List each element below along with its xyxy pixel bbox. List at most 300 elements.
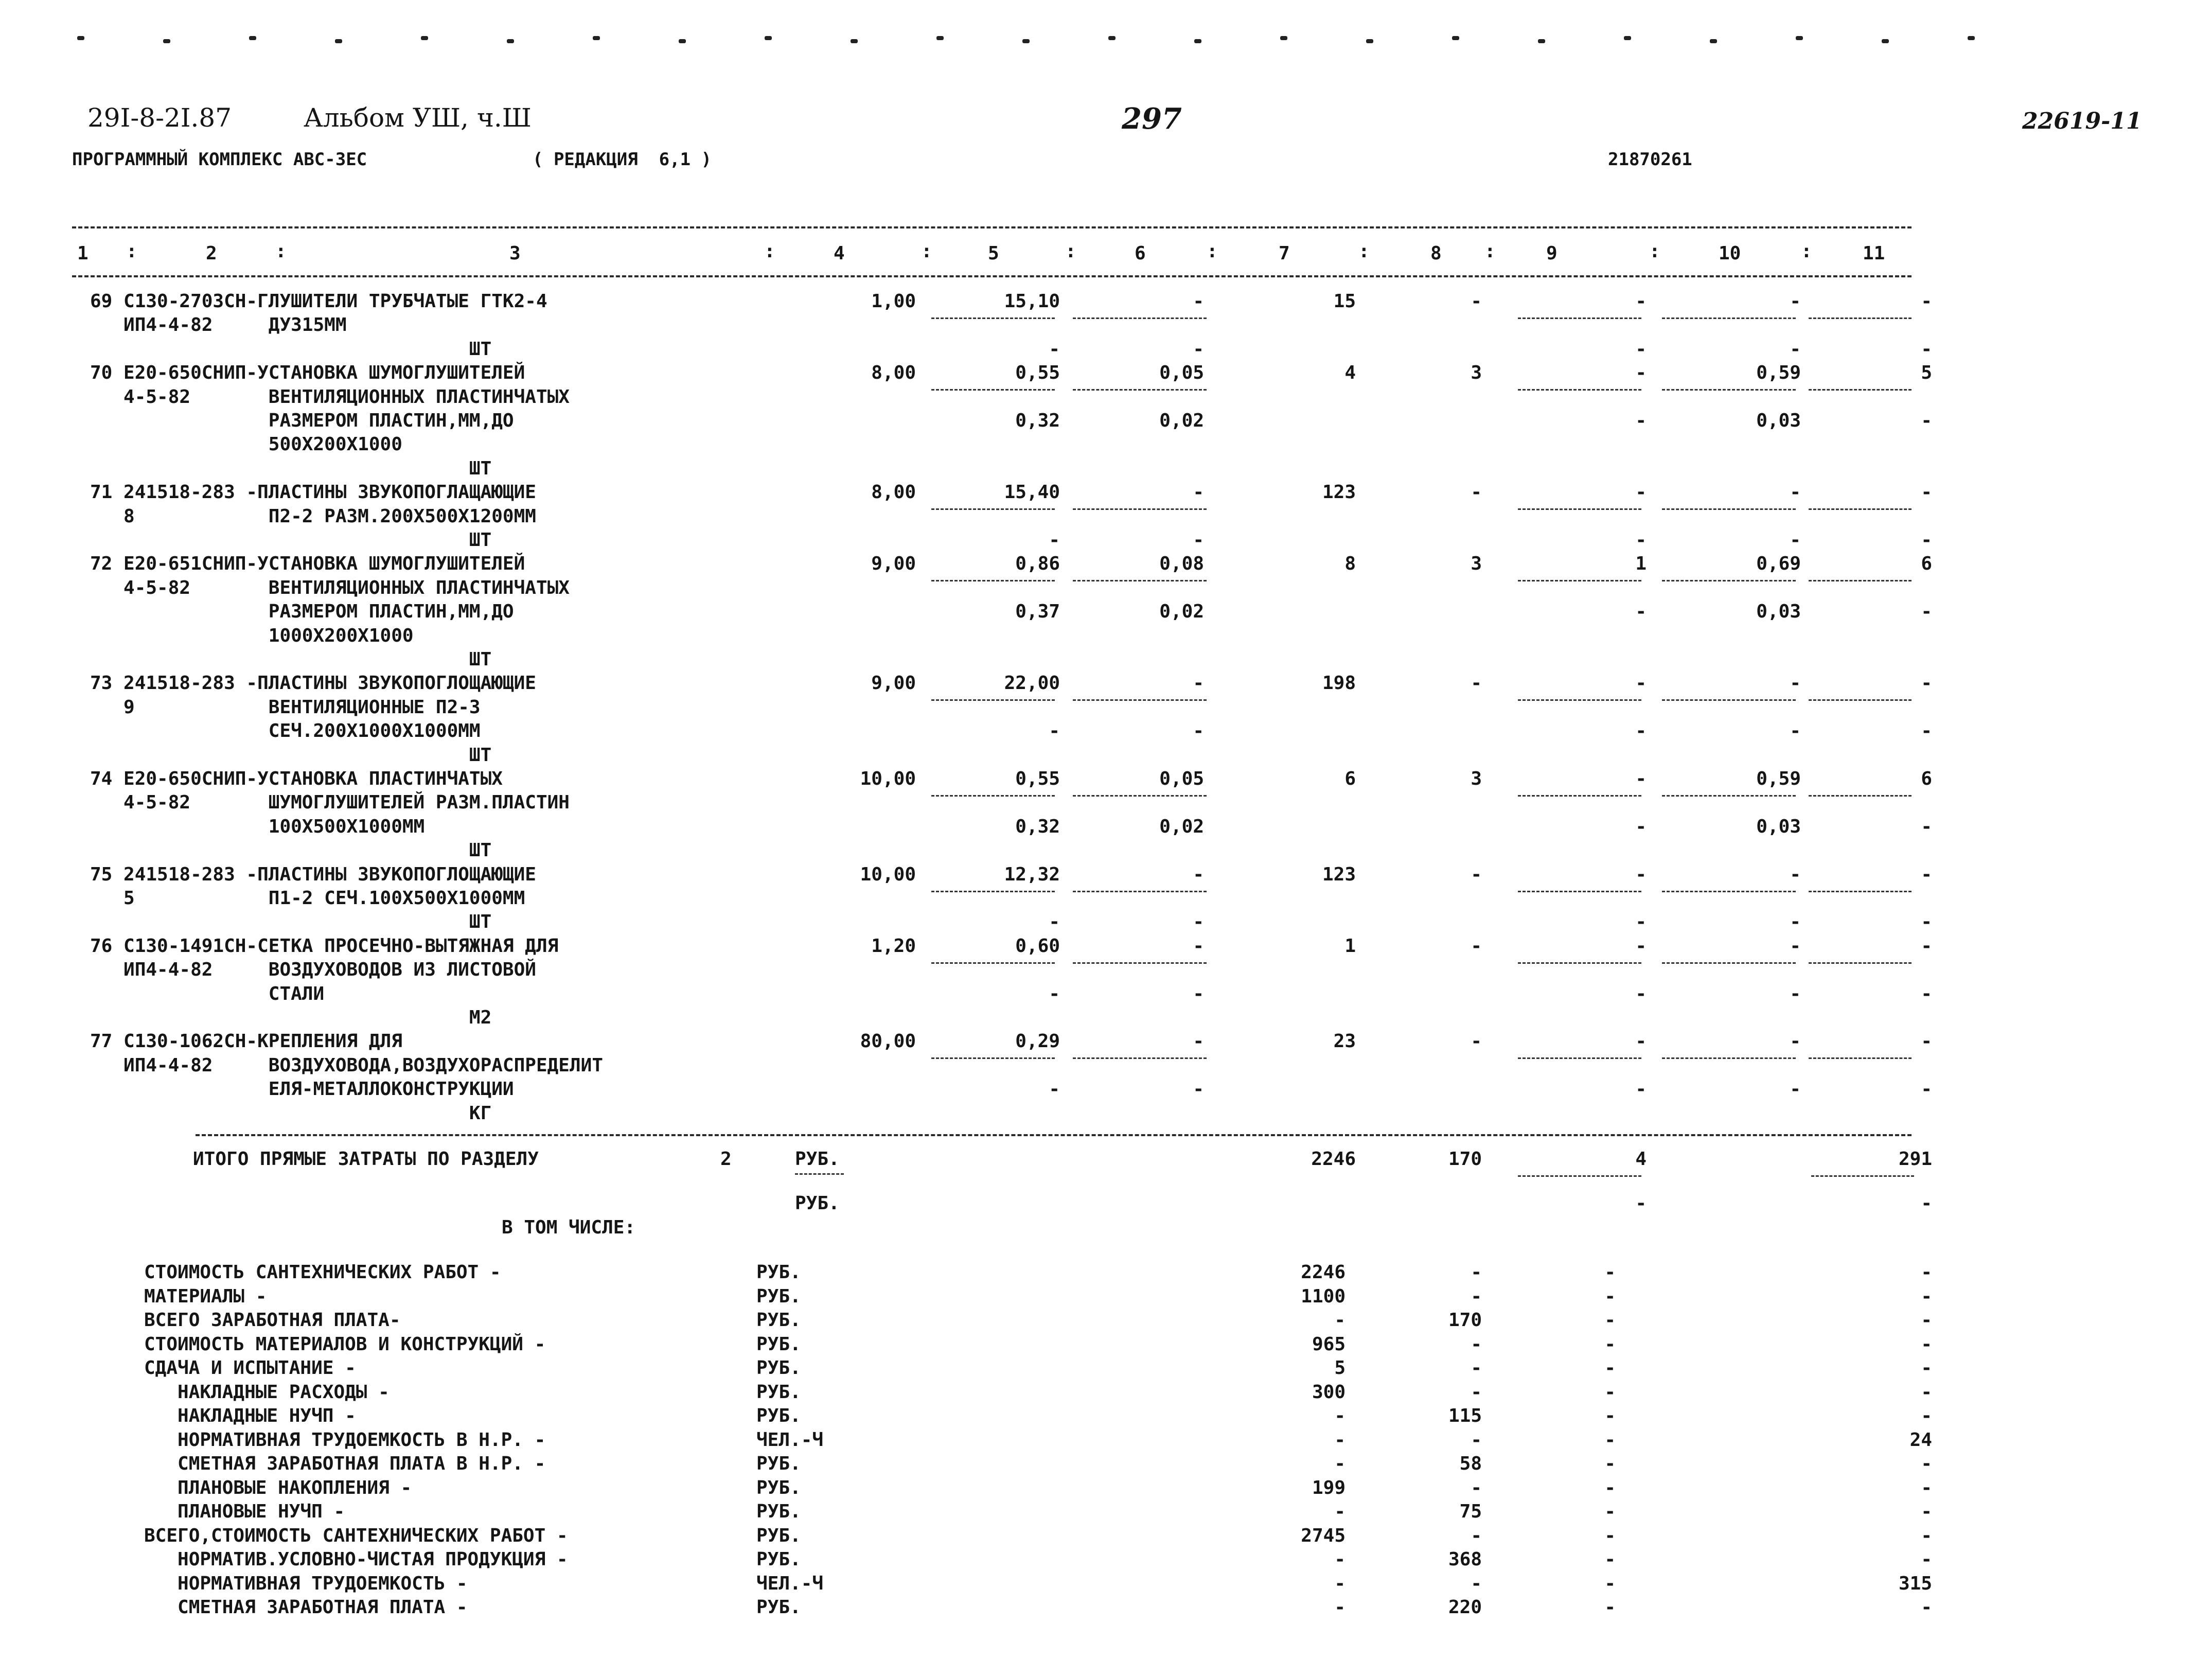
summary-unit: ЧЕЛ.-Ч: [756, 1573, 824, 1594]
summary-col7: -: [1334, 1501, 1346, 1522]
row-description: ШТ: [90, 529, 492, 551]
cell-c4: 80,00: [860, 1031, 916, 1052]
cell-underline: [1073, 580, 1207, 581]
summary-unit: РУБ.: [756, 1333, 801, 1355]
cell-underline: [1518, 389, 1641, 391]
column-number: 11: [1863, 243, 1885, 264]
row-description: 70 Е20-650СНИП-УСТАНОВКА ШУМОГЛУШИТЕЛЕЙ: [90, 362, 525, 384]
perforation-dot: [1022, 39, 1030, 43]
cell-underline: [931, 962, 1055, 964]
cell-c9: -: [1635, 935, 1647, 957]
cell-c11: -: [1921, 935, 1932, 957]
cell-c5: 0,32: [1015, 410, 1060, 431]
summary-col7: 2246: [1301, 1262, 1346, 1283]
cell-c6: -: [1193, 983, 1204, 1004]
cell-c4: 9,00: [871, 673, 916, 694]
cell-c11: 6: [1921, 768, 1932, 789]
summary-unit: РУБ.: [756, 1381, 801, 1403]
row-description: 4-5-82 ВЕНТИЛЯЦИОННЫХ ПЛАСТИНЧАТЫХ: [90, 577, 570, 598]
cell-c10: -: [1790, 673, 1801, 694]
cell-underline: [1809, 580, 1912, 581]
column-number: 9: [1546, 243, 1558, 264]
cell-c6: -: [1193, 1031, 1204, 1052]
row-description: РАЗМЕРОМ ПЛАСТИН,ММ,ДО: [90, 601, 514, 623]
summary-col9: -: [1604, 1405, 1616, 1426]
cell-underline: [931, 508, 1055, 510]
perforation-dot: [1108, 36, 1116, 40]
cell-c4: 1,20: [871, 935, 916, 957]
summary-col8: -: [1471, 1429, 1482, 1451]
cell-c6: -: [1193, 529, 1204, 551]
column-separator: :: [126, 241, 137, 262]
summary-col7: -: [1334, 1405, 1346, 1426]
row-description: 73 241518-283 -ПЛАСТИНЫ ЗВУКОПОГЛОЩАЮЩИЕ: [90, 673, 536, 694]
summary-label: СДАЧА И ИСПЫТАНИЕ -: [144, 1357, 356, 1379]
cell-c8: -: [1471, 1031, 1482, 1052]
cell-c10: 0,59: [1756, 768, 1801, 789]
cell-c10: -: [1790, 911, 1801, 933]
summary-col11: -: [1921, 1357, 1932, 1379]
cell-c11: -: [1921, 863, 1932, 885]
cell-underline: [931, 317, 1055, 319]
summary-col11: -: [1921, 1453, 1932, 1474]
summary-col7: 300: [1312, 1381, 1346, 1403]
row-description: 77 С130-1062СН-КРЕПЛЕНИЯ ДЛЯ: [90, 1031, 402, 1052]
summary-label: СМЕТНАЯ ЗАРАБОТНАЯ ПЛАТА В Н.Р. -: [144, 1453, 546, 1474]
summary-col11: -: [1921, 1525, 1932, 1546]
row-description: 4-5-82 ШУМОГЛУШИТЕЛЕЙ РАЗМ.ПЛАСТИН: [90, 792, 570, 814]
cell-c11: -: [1921, 673, 1932, 694]
cell-c9: -: [1635, 863, 1647, 885]
cell-c6: 0,02: [1159, 601, 1204, 623]
summary-col8: -: [1471, 1285, 1482, 1307]
summary-col11: 24: [1909, 1429, 1932, 1451]
cell-c8: -: [1471, 935, 1482, 957]
summary-unit: РУБ.: [756, 1310, 801, 1331]
summary-unit: РУБ.: [756, 1262, 801, 1283]
summary-label: ПЛАНОВЫЕ НУЧП -: [144, 1501, 345, 1522]
summary-col8: 115: [1448, 1405, 1482, 1426]
column-separator: :: [1065, 241, 1076, 262]
summary-col11: 315: [1898, 1573, 1932, 1594]
perforation-dot: [249, 36, 256, 40]
perforation-dot: [679, 39, 686, 43]
cell-c8: 3: [1471, 553, 1482, 575]
cell-c11: -: [1921, 911, 1932, 933]
column-number: 6: [1135, 243, 1146, 264]
summary-col9: -: [1604, 1333, 1616, 1355]
row-description: 1000Х200Х1000: [90, 625, 414, 646]
summary-col9: -: [1604, 1429, 1616, 1451]
perforation-dot: [507, 39, 514, 43]
cell-c5: -: [1049, 1079, 1060, 1100]
cell-c11: -: [1921, 410, 1932, 431]
cell-c9: -: [1635, 1031, 1647, 1052]
cell-c4: 9,00: [871, 553, 916, 575]
cell-c9: -: [1635, 768, 1647, 789]
summary-col11: -: [1921, 1477, 1932, 1498]
cell-c10: -: [1790, 1031, 1801, 1052]
cell-underline: [1662, 699, 1796, 701]
column-separator: :: [1207, 241, 1218, 262]
cell-c7: 123: [1322, 863, 1356, 885]
column-separator: :: [1801, 241, 1812, 262]
row-description: ШТ: [90, 840, 492, 861]
cell-c10: -: [1790, 529, 1801, 551]
cell-c10: -: [1790, 482, 1801, 503]
summary-col8: -: [1471, 1525, 1482, 1546]
summary-unit: ЧЕЛ.-Ч: [756, 1429, 824, 1451]
row-description: 8 П2-2 РАЗМ.200Х500Х1200ММ: [90, 505, 536, 527]
summary-unit: РУБ.: [756, 1549, 801, 1570]
total-underline: [1811, 1175, 1914, 1177]
cell-underline: [1662, 317, 1796, 319]
row-description: 5 П1-2 СЕЧ.100Х500Х1000ММ: [90, 888, 525, 909]
summary-label: СТОИМОСТЬ МАТЕРИАЛОВ И КОНСТРУКЦИЙ -: [144, 1333, 546, 1355]
perforation-dot: [163, 39, 170, 43]
cell-c9: -: [1635, 482, 1647, 503]
summary-label: СТОИМОСТЬ САНТЕХНИЧЕСКИХ РАБОТ -: [144, 1262, 501, 1283]
cell-c10: 0,59: [1756, 362, 1801, 384]
row-description: СЕЧ.200Х1000Х1000ММ: [90, 720, 481, 742]
cell-c6: -: [1193, 720, 1204, 742]
row-description: М2: [90, 1007, 492, 1028]
cell-c5: 12,32: [1004, 863, 1060, 885]
cell-underline: [1518, 795, 1641, 797]
cell-underline: [1809, 795, 1912, 797]
total-col8: 170: [1448, 1149, 1482, 1170]
cell-c8: 3: [1471, 362, 1482, 384]
perforation-dot: [765, 36, 772, 40]
row-description: 69 С130-2703СН-ГЛУШИТЕЛИ ТРУБЧАТЫЕ ГТК2-4: [90, 291, 547, 312]
summary-col8: -: [1471, 1333, 1482, 1355]
cell-c10: -: [1790, 720, 1801, 742]
cell-c5: 0,55: [1015, 362, 1060, 384]
album-label: Альбом УШ, ч.Ш: [304, 103, 532, 133]
summary-col7: -: [1334, 1573, 1346, 1594]
cell-c11: -: [1921, 720, 1932, 742]
cell-c5: 0,86: [1015, 553, 1060, 575]
cell-c4: 8,00: [871, 482, 916, 503]
column-separator: :: [921, 241, 932, 262]
cell-c5: 0,60: [1015, 935, 1060, 957]
cell-c8: 3: [1471, 768, 1482, 789]
cell-c5: 15,10: [1004, 291, 1060, 312]
perforation-dot: [851, 39, 858, 43]
cell-c9: 1: [1635, 553, 1647, 575]
summary-col8: 170: [1448, 1310, 1482, 1331]
summary-unit: РУБ.: [756, 1501, 801, 1522]
document-number: 21870261: [1608, 149, 1692, 170]
cell-c7: 23: [1333, 1031, 1356, 1052]
cell-c6: -: [1193, 482, 1204, 503]
cell-c10: -: [1790, 983, 1801, 1004]
cell-c10: -: [1790, 1079, 1801, 1100]
cell-underline: [1662, 795, 1796, 797]
cell-underline: [1073, 1057, 1207, 1059]
summary-col7: -: [1334, 1310, 1346, 1331]
total-label: ИТОГО ПРЯМЫЕ ЗАТРАТЫ ПО РАЗДЕЛУ: [193, 1149, 539, 1170]
total-unit-2: РУБ.: [795, 1193, 840, 1214]
cell-underline: [1809, 891, 1912, 892]
cell-c10: -: [1790, 291, 1801, 312]
total-rule: [196, 1134, 1912, 1136]
cell-c7: 8: [1344, 553, 1356, 575]
cell-c8: -: [1471, 482, 1482, 503]
summary-label: НОРМАТИВ.УСЛОВНО-ЧИСТАЯ ПРОДУКЦИЯ -: [144, 1549, 568, 1570]
column-number: 4: [834, 243, 845, 264]
cell-c9: -: [1635, 720, 1647, 742]
summary-unit: РУБ.: [756, 1477, 801, 1498]
summary-col7: -: [1334, 1429, 1346, 1451]
summary-col9: -: [1604, 1525, 1616, 1546]
cell-underline: [1073, 508, 1207, 510]
cell-c4: 8,00: [871, 362, 916, 384]
cell-underline: [1809, 389, 1912, 391]
cell-underline: [1662, 1057, 1796, 1059]
cell-c8: -: [1471, 863, 1482, 885]
perforation-dot: [1882, 39, 1889, 43]
cell-c6: 0,08: [1159, 553, 1204, 575]
cell-c10: 0,03: [1756, 410, 1801, 431]
summary-label: НОРМАТИВНАЯ ТРУДОЕМКОСТЬ -: [144, 1573, 468, 1594]
summary-col7: -: [1334, 1549, 1346, 1570]
summary-col11: -: [1921, 1262, 1932, 1283]
program-name: ПРОГРАММНЫЙ КОМПЛЕКС АВС-ЗЕС: [72, 149, 367, 170]
summary-col7: -: [1334, 1453, 1346, 1474]
summary-label: ВСЕГО,СТОИМОСТЬ САНТЕХНИЧЕСКИХ РАБОТ -: [144, 1525, 568, 1546]
summary-unit: РУБ.: [756, 1525, 801, 1546]
row-description: 500Х200Х1000: [90, 434, 402, 455]
cell-c11: -: [1921, 291, 1932, 312]
row-description: 9 ВЕНТИЛЯЦИОННЫЕ П2-3: [90, 696, 481, 718]
row-description: ИП4-4-82 ВОЗДУХОВОДА,ВОЗДУХОРАСПРЕДЕЛИТ: [90, 1054, 603, 1076]
cell-c7: 1: [1344, 935, 1356, 957]
cell-underline: [931, 580, 1055, 581]
perforation-dot: [1280, 36, 1287, 40]
cell-c11: -: [1921, 601, 1932, 623]
row-description: 72 Е20-651СНИП-УСТАНОВКА ШУМОГЛУШИТЕЛЕЙ: [90, 553, 525, 575]
cell-c10: 0,69: [1756, 553, 1801, 575]
summary-col11: -: [1921, 1501, 1932, 1522]
summary-col11: -: [1921, 1549, 1932, 1570]
summary-label: ПЛАНОВЫЕ НАКОПЛЕНИЯ -: [144, 1477, 412, 1498]
row-description: ШТ: [90, 338, 492, 360]
column-number: 10: [1719, 243, 1741, 264]
total-col9: 4: [1635, 1149, 1647, 1170]
cell-c5: 0,37: [1015, 601, 1060, 623]
perforation-dot: [1538, 39, 1545, 43]
column-separator: :: [275, 241, 287, 262]
cell-c7: 198: [1322, 673, 1356, 694]
program-edition: ( РЕДАКЦИЯ 6,1 ): [533, 149, 712, 170]
perforation-dot: [1710, 39, 1717, 43]
row-description: ИП4-4-82 ВОЗДУХОВОДОВ ИЗ ЛИСТОВОЙ: [90, 959, 536, 981]
cell-c6: -: [1193, 935, 1204, 957]
cell-c6: -: [1193, 291, 1204, 312]
perforation-dot: [1194, 39, 1201, 43]
cell-underline: [1073, 795, 1207, 797]
cell-underline: [1073, 389, 1207, 391]
summary-label: НОРМАТИВНАЯ ТРУДОЕМКОСТЬ В Н.Р. -: [144, 1429, 546, 1451]
cell-underline: [931, 389, 1055, 391]
cell-c11: -: [1921, 1031, 1932, 1052]
perforation-dot: [1796, 36, 1803, 40]
summary-col11: -: [1921, 1597, 1932, 1618]
total-col7: 2246: [1311, 1149, 1356, 1170]
column-number: 8: [1430, 243, 1442, 264]
row-description: СТАЛИ: [90, 983, 325, 1004]
summary-col11: -: [1921, 1405, 1932, 1426]
cell-underline: [1809, 962, 1912, 964]
summary-col7: -: [1334, 1597, 1346, 1618]
column-number: 3: [509, 243, 521, 264]
cell-c5: -: [1049, 983, 1060, 1004]
doc-code: 29I-8-2I.87: [87, 103, 232, 133]
perforation-dot: [1452, 36, 1459, 40]
summary-col9: -: [1604, 1285, 1616, 1307]
perforation-dot: [77, 36, 84, 40]
summary-col9: -: [1604, 1262, 1616, 1283]
summary-col8: 75: [1459, 1501, 1482, 1522]
summary-col8: -: [1471, 1262, 1482, 1283]
summary-col7: 199: [1312, 1477, 1346, 1498]
cell-c11: 6: [1921, 553, 1932, 575]
cell-c5: -: [1049, 338, 1060, 360]
row-description: РАЗМЕРОМ ПЛАСТИН,ММ,ДО: [90, 410, 514, 431]
cell-underline: [1662, 891, 1796, 892]
summary-col7: 5: [1334, 1357, 1346, 1379]
total-underline: [1518, 1175, 1641, 1177]
cell-c11: 5: [1921, 362, 1932, 384]
cell-c5: 0,29: [1015, 1031, 1060, 1052]
summary-col8: 368: [1448, 1549, 1482, 1570]
cell-c6: -: [1193, 338, 1204, 360]
cell-c6: -: [1193, 673, 1204, 694]
summary-col7: 2745: [1301, 1525, 1346, 1546]
cell-c11: -: [1921, 983, 1932, 1004]
cell-c7: 15: [1333, 291, 1356, 312]
cell-c5: 0,55: [1015, 768, 1060, 789]
summary-col7: 1100: [1301, 1285, 1346, 1307]
cell-c4: 10,00: [860, 863, 916, 885]
summary-label: НАКЛАДНЫЕ РАСХОДЫ -: [144, 1381, 390, 1403]
cell-c5: 0,32: [1015, 816, 1060, 837]
cell-c9: -: [1635, 1079, 1647, 1100]
cell-c6: -: [1193, 863, 1204, 885]
column-number: 2: [206, 243, 217, 264]
summary-unit: РУБ.: [756, 1405, 801, 1426]
cell-underline: [1073, 699, 1207, 701]
summary-col9: -: [1604, 1549, 1616, 1570]
summary-col8: -: [1471, 1357, 1482, 1379]
perforation-dot: [335, 39, 342, 43]
column-separator: :: [1649, 241, 1660, 262]
table-header-rule: [72, 275, 1912, 277]
cell-c6: -: [1193, 1079, 1204, 1100]
cell-c4: 1,00: [871, 291, 916, 312]
cell-underline: [1073, 317, 1207, 319]
perforation-dot: [1624, 36, 1631, 40]
cell-underline: [1073, 962, 1207, 964]
summary-label: МАТЕРИАЛЫ -: [144, 1285, 267, 1307]
total-unit: РУБ.: [795, 1149, 840, 1170]
cell-c7: 4: [1344, 362, 1356, 384]
summary-col9: -: [1604, 1357, 1616, 1379]
summary-col9: -: [1604, 1310, 1616, 1331]
cell-c10: -: [1790, 863, 1801, 885]
cell-underline: [1518, 317, 1641, 319]
total-section-number: 2: [720, 1149, 732, 1170]
summary-unit: РУБ.: [756, 1285, 801, 1307]
summary-col11: -: [1921, 1310, 1932, 1331]
summary-col9: -: [1604, 1453, 1616, 1474]
perforation-dot: [593, 36, 600, 40]
cell-c9: -: [1635, 291, 1647, 312]
perforation-dot: [1968, 36, 1975, 40]
cell-c5: 15,40: [1004, 482, 1060, 503]
perforation-dot: [936, 36, 944, 40]
cell-c11: -: [1921, 482, 1932, 503]
cell-underline: [931, 795, 1055, 797]
summary-unit: РУБ.: [756, 1357, 801, 1379]
cell-c10: 0,03: [1756, 601, 1801, 623]
row-description: 76 С130-1491СН-СЕТКА ПРОСЕЧНО-ВЫТЯЖНАЯ ДЛЯ: [90, 935, 559, 957]
row-description: 71 241518-283 -ПЛАСТИНЫ ЗВУКОПОГЛАЩАЮЩИЕ: [90, 482, 536, 503]
summary-unit: РУБ.: [756, 1453, 801, 1474]
cell-underline: [1073, 891, 1207, 892]
cell-underline: [1518, 580, 1641, 581]
summary-col11: -: [1921, 1381, 1932, 1403]
summary-col11: -: [1921, 1333, 1932, 1355]
summary-col9: -: [1604, 1573, 1616, 1594]
page-number: 297: [1122, 102, 1182, 136]
summary-col8: 58: [1459, 1453, 1482, 1474]
cell-underline: [1518, 508, 1641, 510]
column-separator: :: [764, 241, 775, 262]
cell-c10: -: [1790, 338, 1801, 360]
cell-c9: -: [1635, 529, 1647, 551]
row-description: 74 Е20-650СНИП-УСТАНОВКА ПЛАСТИНЧАТЫХ: [90, 768, 503, 789]
summary-col8: -: [1471, 1381, 1482, 1403]
cell-c9: -: [1635, 410, 1647, 431]
including-label: В ТОМ ЧИСЛЕ:: [502, 1217, 636, 1238]
cell-c4: 10,00: [860, 768, 916, 789]
perforation-dot: [421, 36, 428, 40]
summary-col11: -: [1921, 1285, 1932, 1307]
cell-c8: -: [1471, 673, 1482, 694]
summary-col8: 220: [1448, 1597, 1482, 1618]
row-description: ШТ: [90, 744, 492, 766]
summary-unit: РУБ.: [756, 1597, 801, 1618]
cell-underline: [1809, 317, 1912, 319]
cell-c5: -: [1049, 720, 1060, 742]
row-description: 75 241518-283 -ПЛАСТИНЫ ЗВУКОПОГЛОЩАЮЩИЕ: [90, 863, 536, 885]
cell-underline: [1662, 580, 1796, 581]
cell-c10: -: [1790, 935, 1801, 957]
summary-col7: 965: [1312, 1333, 1346, 1355]
row-description: ШТ: [90, 457, 492, 479]
cell-c6: 0,05: [1159, 768, 1204, 789]
cell-underline: [1809, 1057, 1912, 1059]
cell-underline: [1518, 699, 1641, 701]
cell-c5: 22,00: [1004, 673, 1060, 694]
cell-c9: -: [1635, 362, 1647, 384]
cell-underline: [1518, 891, 1641, 892]
cell-underline: [1518, 962, 1641, 964]
column-number: 5: [988, 243, 999, 264]
cell-underline: [931, 1057, 1055, 1059]
